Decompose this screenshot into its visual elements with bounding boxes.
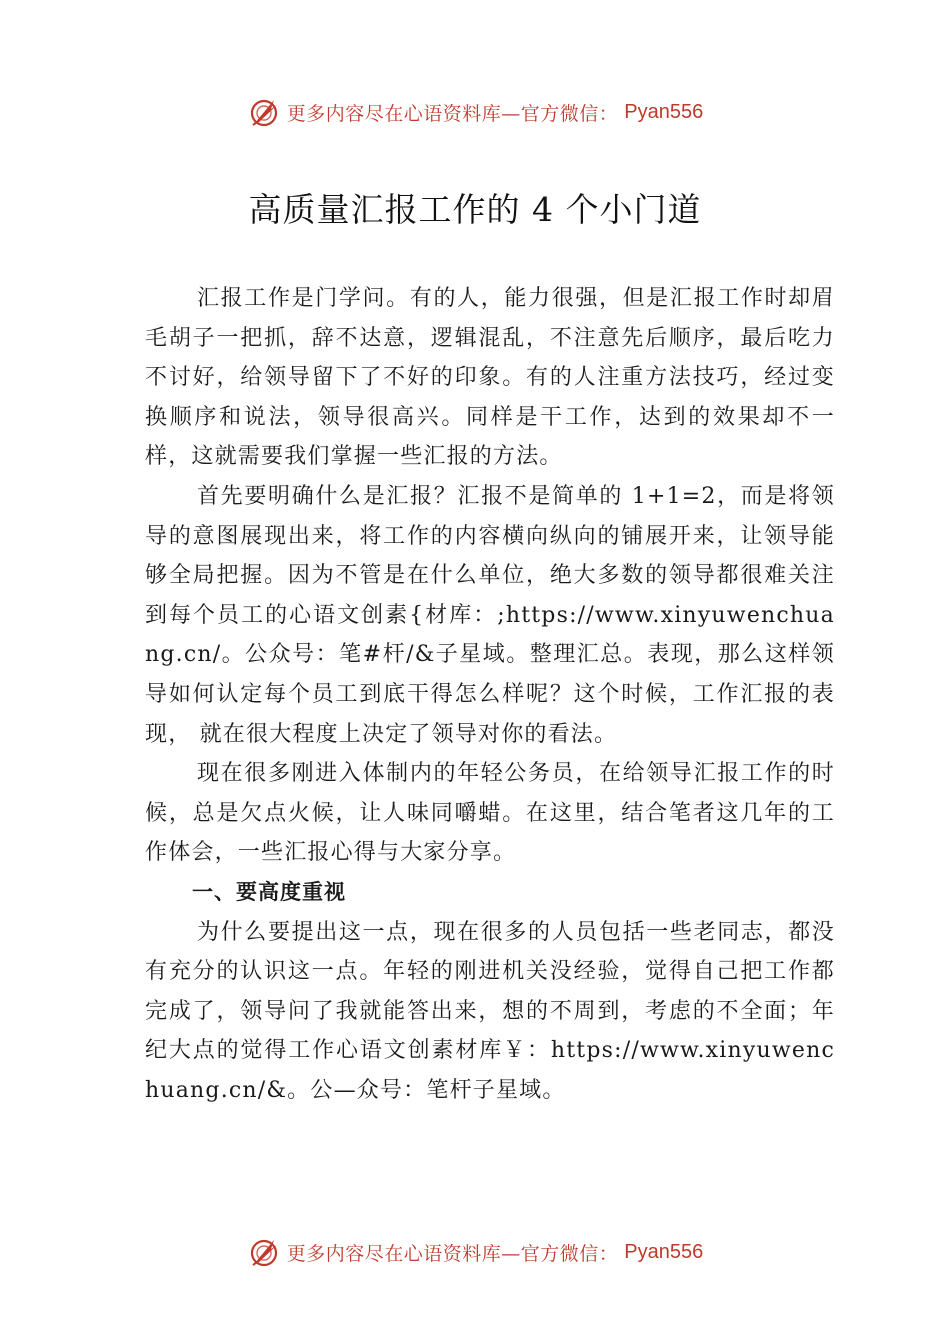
document-title: 高质量汇报工作的 4 个小门道 [248,190,702,229]
wechat-id: Pyan556 [624,100,704,123]
document-body [145,279,835,1110]
wechat-id: Pyan556 [624,1240,704,1263]
quill-circle-icon [247,95,281,129]
banner-text: 更多内容尽在心语资料库—官方微信： [286,102,619,125]
section-paragraph: 为什么要提出这一点，现在很多的人员包括一些老同志，都没有充分的认识这一点。年轻的刚进机关没经验，觉得自己把工作都完成了，领导问了我就能答出来，想的不周到，考虑的不全面；年纪大点的觉得工作心语文创素材库￥：https://www.xinyuwenchuang.cn/&。公—众号：笔杆子星域。 [145,919,835,1103]
header-banner [0,92,950,132]
paragraph-1: 汇报工作是门学问。有的人，能力很强，但是汇报工作时却眉毛胡子一把抓，辞不达意，逻辑混乱，不注意先后顺序，最后吃力不讨好，给领导留下了不好的印象。有的人注重方法技巧，经过变换顺序和说法，领导很高兴。同样是干工作，达到的效果却不一样，这就需要我们掌握一些汇报的方法。 [145,286,835,470]
quill-circle-icon [247,1235,281,1269]
paragraph-3: 现在很多刚进入体制内的年轻公务员，在给领导汇报工作的时候，总是欠点火候，让人味同嚼蜡。在这里，结合笔者这几年的工作体会，一些汇报心得与大家分享。 [145,761,835,866]
banner-text: 更多内容尽在心语资料库—官方微信： [286,1242,619,1265]
paragraph-2: 首先要明确什么是汇报？汇报不是简单的 1+1=2，而是将领导的意图展现出来，将工作的内容横向纵向的铺展开来，让领导能够全局把握。因为不管是在什么单位，绝大多数的领导都很难关注到每个员工的心语文创素{材库：;https://www.xinyuwenchuang.cn/。公众号：笔#杆/&子星域。整理汇总。表现，那么这样领导如何认定每个员工到底干得怎么样呢？这个时候，工作汇报的表现， 就在很大程度上决定了领导对你的看法。 [145,483,835,747]
footer-banner [0,1232,950,1272]
section-heading: 一、要高度重视 [192,879,346,904]
